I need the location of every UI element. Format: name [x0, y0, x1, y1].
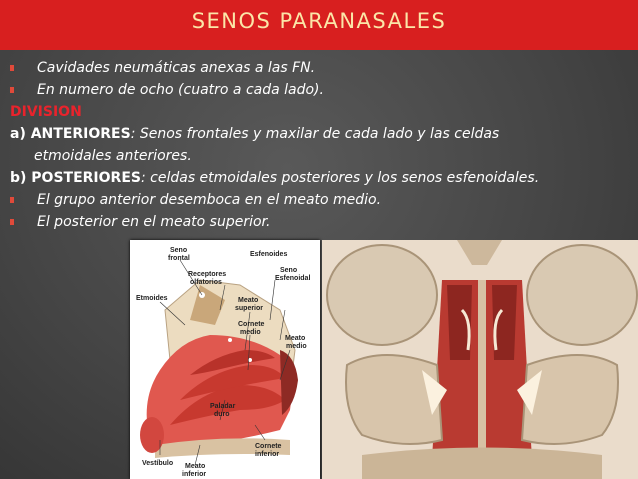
bullet-item [10, 57, 630, 79]
bullet-text: Cavidades neumáticas anexas a las FN. [37, 60, 316, 76]
label-meato-superior: Meato [238, 297, 259, 304]
label-receptores: Receptores [188, 271, 227, 278]
coronal-sinus-section [322, 240, 638, 479]
label-cornete-inferior: Cornete [255, 443, 282, 450]
label-cornete-medio: Cornete [238, 321, 265, 328]
label-meato-medio: Meato [285, 335, 306, 342]
coronal-sinus-illustration [322, 240, 638, 479]
label-seno-esfenoidal: Seno [280, 267, 298, 274]
bullet-icon [10, 87, 14, 93]
label-vestibulo: Vestíbulo [142, 460, 174, 467]
label-seno-frontal: Seno [170, 247, 188, 254]
nasal-sagittal-diagram [130, 240, 320, 479]
label-meato-inferior: Meato [185, 463, 206, 470]
label-cornete-medio-2: medio [240, 329, 261, 336]
slide-title: SENOS PARANASALES [191, 9, 447, 33]
label-receptores-2: olfatorios [190, 279, 222, 286]
anteriores-text-1: : Senos frontales y maxilar de cada lado y las celdas [130, 126, 500, 142]
bullet-item [10, 189, 630, 211]
label-etmoides: Etmoides [136, 295, 168, 302]
anteriores-text-2: etmoidales anteriores. [34, 148, 192, 164]
division-heading: DIVISION [10, 104, 82, 120]
posteriores-item [10, 167, 630, 189]
slide-content [10, 57, 630, 233]
bullet-text: En numero de ocho (cuatro a cada lado). [37, 82, 324, 98]
label-paladar-2: duro [214, 411, 230, 418]
label-paladar: Paladar [210, 403, 236, 410]
label-cornete-inferior-2: inferior [255, 451, 280, 458]
title-bar [0, 0, 638, 50]
bullet-icon [10, 197, 14, 203]
nasal-sagittal-illustration [130, 240, 320, 479]
bullet-icon [10, 65, 14, 71]
bullet-icon [10, 219, 14, 225]
label-meato-superior-2: superior [235, 305, 264, 312]
label-seno-frontal-2: frontal [168, 255, 190, 262]
posteriores-text: : celdas etmoidales posteriores y los senos esfenoidales. [140, 170, 540, 186]
anteriores-label: a) ANTERIORES [10, 126, 131, 142]
label-seno-esfenoidal-2: Esfenoidal [275, 275, 311, 282]
anteriores-item [10, 123, 630, 167]
bullet-item [10, 211, 630, 233]
bullet-item [10, 79, 630, 101]
posteriores-label: b) POSTERIORES [10, 170, 141, 186]
label-esfenoides: Esfenoides [250, 251, 288, 258]
label-meato-inferior-2: inferior [182, 471, 207, 478]
label-meato-medio-2: medio [286, 343, 307, 350]
bullet-text: El posterior en el meato superior. [37, 214, 271, 230]
bullet-text: El grupo anterior desemboca en el meato medio. [37, 192, 382, 208]
